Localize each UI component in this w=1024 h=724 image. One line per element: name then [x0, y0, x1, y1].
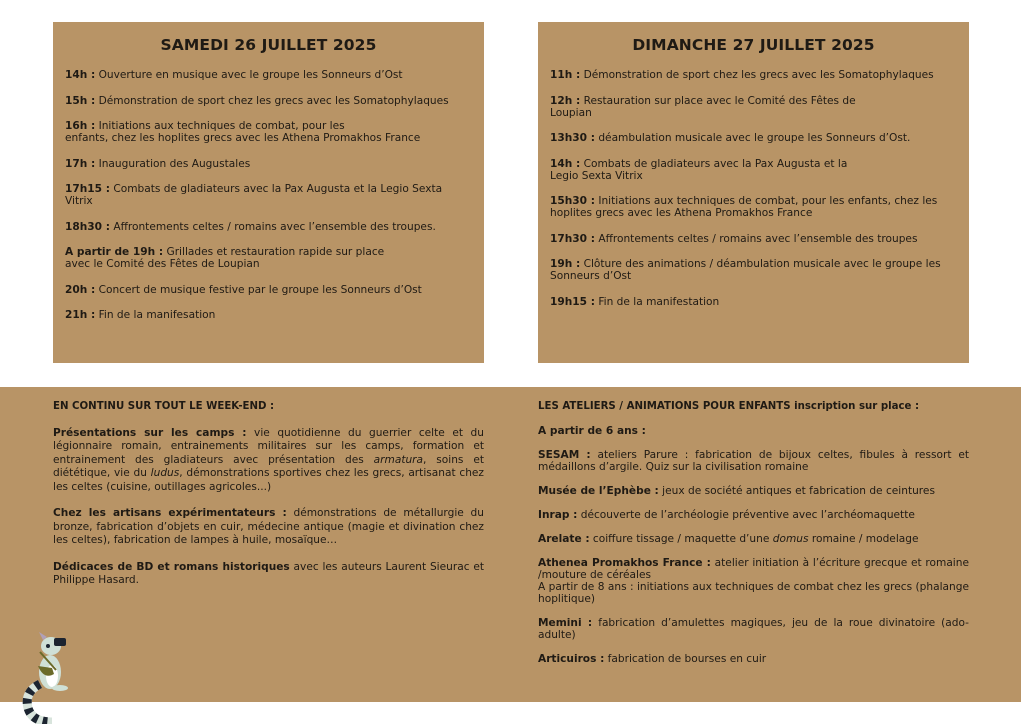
- schedule-item: [65, 183, 472, 207]
- athenea-label: Athenea Promakhos France :: [538, 557, 711, 569]
- schedule-text: Concert de musique festive par le groupe les Sonneurs d’Ost: [95, 283, 422, 296]
- schedule-time: 17h30 :: [550, 232, 595, 245]
- arelate-text: coiffure tissage / maquette d’une: [589, 533, 773, 545]
- workshop-athenea: [538, 557, 969, 605]
- schedule-text: Initiations aux techniques de combat, pour les enfants, chez les hoplites grecs avec les Athena Promakhos France: [550, 195, 938, 219]
- schedule-item: [65, 309, 472, 321]
- schedule-text: Ouverture en musique avec le groupe les Sonneurs d’Ost: [95, 69, 403, 81]
- saturday-schedule: [65, 69, 472, 321]
- dedicaces-label: Dédicaces de BD et romans historiques: [53, 560, 290, 573]
- schedule-text: Fin de la manifestation: [594, 295, 720, 308]
- workshop-inrap: [538, 509, 969, 521]
- workshops-title-bold: LES ATELIERS / ANIMATIONS POUR ENFANTS: [538, 401, 791, 412]
- schedule-text: Initiations aux techniques de combat, pour les: [95, 120, 345, 132]
- sesam-label: SESAM :: [538, 449, 591, 461]
- age-6-heading: A partir de 6 ans :: [538, 425, 646, 437]
- articuiros-text: fabrication de bourses en cuir: [604, 653, 767, 665]
- schedule-item: [65, 158, 472, 170]
- schedule-item: [550, 233, 957, 245]
- artisans-label: Chez les artisans expérimentateurs :: [53, 507, 287, 519]
- camps-text-3: , démonstrations sportives chez les grecs, artisanat chez les celtes (cuisine, outillages agricoles...): [53, 467, 484, 493]
- dedicaces-paragraph: [53, 561, 484, 588]
- workshops-title: [538, 401, 969, 413]
- schedule-text: Inauguration des Augustales: [95, 157, 251, 170]
- schedule-text-line2: enfants, chez les hoplites grecs avec les Athena Promakhos France: [65, 132, 421, 144]
- schedule-time: 19h15 :: [550, 295, 595, 308]
- schedule-item: [65, 284, 472, 296]
- schedule-item: [65, 120, 472, 144]
- schedule-item: [550, 69, 957, 81]
- saturday-title: SAMEDI 26 JUILLET 2025: [160, 36, 377, 54]
- workshop-musee: [538, 485, 969, 497]
- schedule-text: Combats de gladiateurs avec la Pax Augusta et la Legio Sexta Vitrix: [65, 183, 443, 207]
- sunday-title: DIMANCHE 27 JUILLET 2025: [632, 36, 875, 54]
- schedule-item: [65, 221, 472, 233]
- schedule-time: A partir de 19h :: [65, 246, 164, 258]
- camps-label: Présentations sur les camps :: [53, 426, 247, 439]
- continuous-title: EN CONTINU SUR TOUT LE WEEK-END :: [53, 401, 275, 412]
- workshop-memini: [538, 617, 969, 641]
- schedule-item: [550, 158, 957, 182]
- schedule-time: 16h :: [65, 120, 96, 132]
- artisans-paragraph: [53, 507, 484, 548]
- athenea-text-2: A partir de 8 ans : initiations aux techniques de combat chez les grecs (phalange hoplitique): [538, 581, 969, 605]
- sunday-schedule: [550, 69, 957, 308]
- schedule-text: Clôture des animations / déambulation musicale avec le groupe les Sonneurs d’Ost: [550, 258, 941, 282]
- saturday-panel: [53, 22, 484, 363]
- schedule-time: 14h :: [550, 157, 581, 170]
- arelate-label: Arelate :: [538, 533, 590, 545]
- schedule-text-line2: Loupian: [550, 106, 592, 119]
- schedule-item: [65, 246, 472, 270]
- schedule-item: [550, 132, 957, 144]
- schedule-text: Restauration sur place avec le Comité des Fêtes de: [580, 94, 856, 107]
- schedule-time: 15h30 :: [550, 195, 595, 207]
- schedule-text: Fin de la manifesation: [95, 309, 216, 321]
- schedule-text: Grillades et restauration rapide sur place: [163, 246, 385, 258]
- workshop-sesam: [538, 449, 969, 473]
- arelate-text-2: romaine / modelage: [808, 533, 919, 545]
- workshops-section: [538, 401, 969, 677]
- schedule-text: Combats de gladiateurs avec la Pax Augusta et la: [580, 157, 848, 170]
- camps-italic-armatura: armatura: [373, 453, 424, 466]
- schedule-time: 12h :: [550, 94, 581, 107]
- memini-text: fabrication d’amulettes magiques, jeu de la roue divinatoire (ado-adulte): [538, 617, 969, 641]
- schedule-text: Affrontements celtes / romains avec l’ensemble des troupes.: [109, 220, 436, 233]
- schedule-time: 11h :: [550, 69, 581, 81]
- schedule-text-line2: Legio Sexta Vitrix: [550, 169, 643, 182]
- schedule-time: 15h :: [65, 94, 96, 107]
- camps-italic-ludus: ludus: [150, 467, 180, 479]
- schedule-item: [550, 296, 957, 308]
- inrap-text: découverte de l’archéologie préventive avec l’archéomaquette: [577, 509, 915, 521]
- musee-label: Musée de l’Ephèbe :: [538, 485, 659, 497]
- continuous-section: [53, 400, 484, 601]
- schedule-item: [550, 95, 957, 119]
- memini-label: Memini :: [538, 617, 593, 629]
- schedule-text: Démonstration de sport chez les grecs avec les Somatophylaques: [580, 69, 934, 81]
- musee-text: jeux de société antiques et fabrication de ceintures: [658, 485, 935, 497]
- sesam-text: ateliers Parure : fabrication de bijoux celtes, fibules à ressort et médaillons d’argile. Quiz sur la civilisation romaine: [538, 449, 969, 473]
- schedule-text: déambulation musicale avec le groupe les Sonneurs d’Ost.: [594, 132, 911, 144]
- schedule-time: 20h :: [65, 283, 96, 296]
- inrap-label: Inrap :: [538, 509, 578, 521]
- workshops-title-rest: inscription sur place :: [790, 401, 920, 412]
- workshop-arelate: [538, 533, 969, 545]
- schedule-item: [65, 69, 472, 81]
- workshop-articuiros: [538, 653, 969, 665]
- schedule-item: [550, 258, 957, 282]
- schedule-time: 13h30 :: [550, 132, 595, 144]
- schedule-item: [65, 95, 472, 107]
- schedule-text: Affrontements celtes / romains avec l’ensemble des troupes: [594, 232, 918, 245]
- schedule-time: 14h :: [65, 69, 96, 81]
- camps-text-2: , soins et diététique, vie du: [53, 453, 485, 479]
- schedule-time: 17h :: [65, 157, 96, 170]
- schedule-time: 17h15 :: [65, 183, 110, 195]
- schedule-time: 18h30 :: [65, 220, 110, 233]
- dedicaces-text: avec les auteurs Laurent Sieurac et Philippe Hasard.: [53, 560, 484, 586]
- artisans-text: démonstrations de métallurgie du bronze, fabrication d’objets en cuir, médecine antique (magie et divination chez les celtes), fabrication de lampes à huile, mosaïque…: [53, 507, 484, 546]
- camps-text: vie quotidienne du guerrier celte et du légionnaire romain, entrainements militaires sur les camps, formation et entrainement des gladiateurs avec présentation des: [53, 426, 484, 466]
- arelate-italic: domus: [772, 533, 809, 545]
- lemur-mascot-icon: [18, 622, 88, 724]
- sunday-panel: [538, 22, 969, 363]
- schedule-item: [550, 195, 957, 219]
- weekend-band: [0, 387, 1021, 702]
- schedule-text-line2: avec le Comité des Fêtes de Loupian: [65, 258, 260, 270]
- schedule-text: Démonstration de sport chez les grecs avec les Somatophylaques: [95, 94, 449, 107]
- athenea-text: atelier initiation à l’écriture grecque et romaine /mouture de céréales: [538, 557, 969, 581]
- schedule-time: 19h :: [550, 258, 581, 270]
- schedule-time: 21h :: [65, 309, 96, 321]
- articuiros-label: Articuiros :: [538, 653, 605, 665]
- camps-paragraph: [53, 427, 484, 495]
